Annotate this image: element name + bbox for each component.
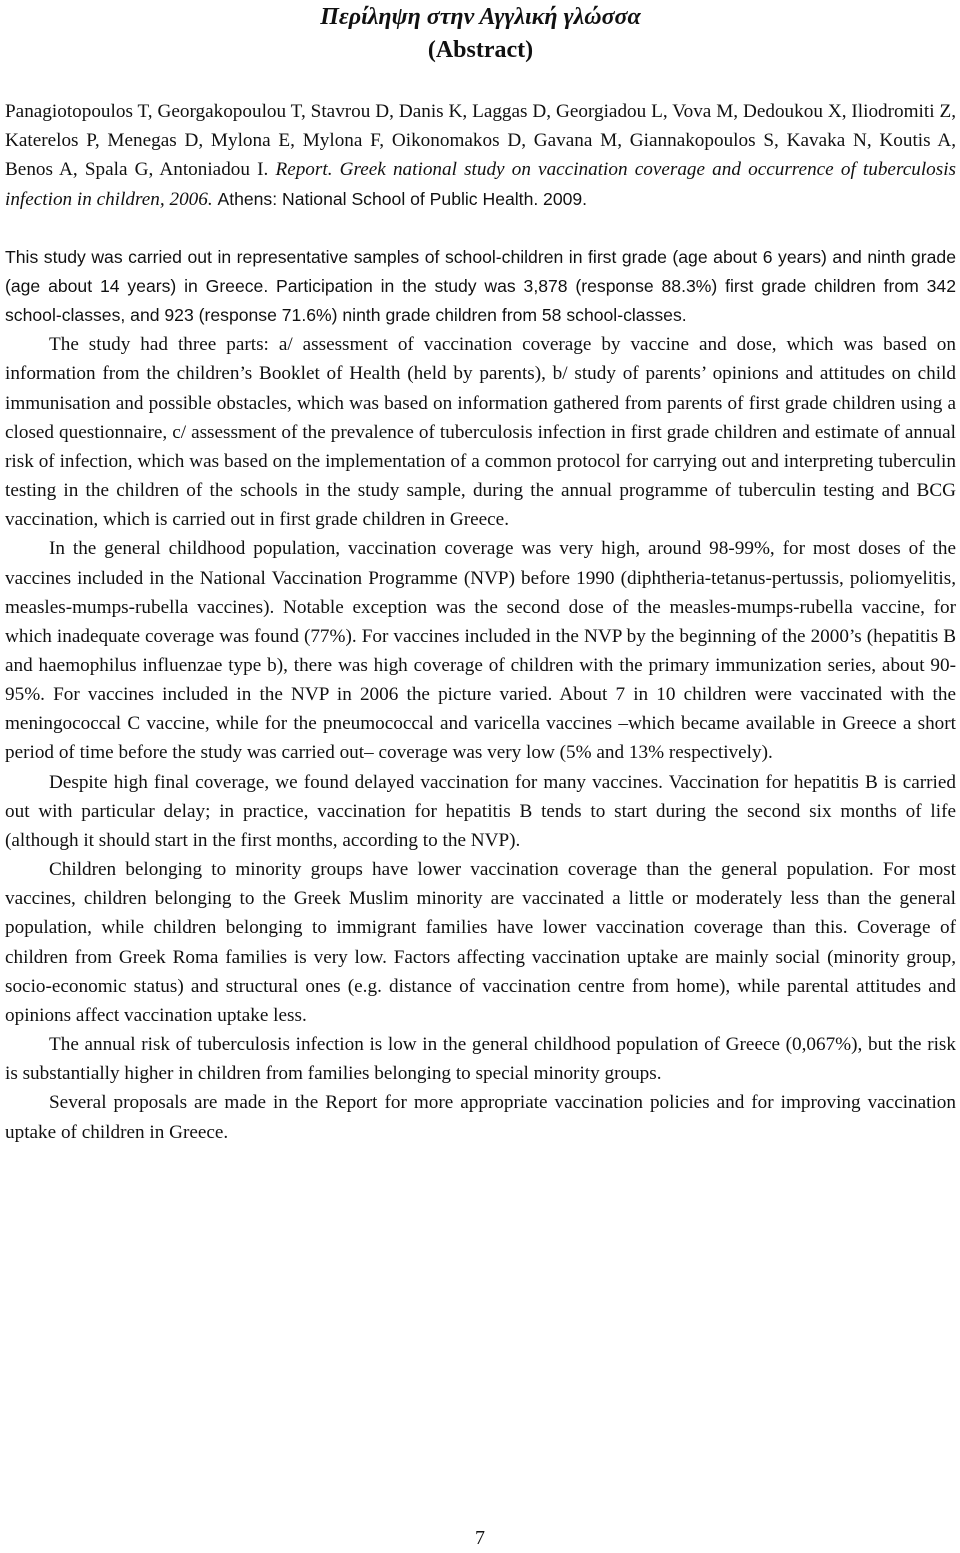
citation-report-title: Greek national study on vaccination coverage and occurrence of tuberculosis infection in children, 2006. (5, 159, 957, 210)
intro-text-part1: This study was carried out in representative samples of school-children in first grade (age about 6 years) and ninth grade (age about 14 years) in Greece. (5, 246, 956, 296)
citation-authors: Panagiotopoulos T, Georgakopoulou T, Stavrou D, Danis K, Laggas D, Georgiadou L, Vova M, Dedoukou X, Iliodromiti Z, Katerelos P, Menegas D, Mylona E, Mylona F, Oikonomakos D, Gavana M, Giannakopoulos S, Kavaka N, Koutis A, Benos A, Spala G, Antoniadou I. (5, 101, 956, 181)
body-paragraph-study-parts: The study had three parts: a/ assessment of vaccination coverage by vaccine and dose, which was based on information from the children’s Booklet of Health (held by parents), b/ study of parents’ opinions and attitudes on child immunisation and possible obstacles, which was based on information gathered from parents of first grade children using a closed questionnaire, c/ assessment of the prevalence of tuberculosis infection in first grade children and estimate of annual risk of infection, which was based on the implementation of a common protocol for carrying out and interpreting tuberculin testing in the children of the schools in the study sample, during the annual programme of tuberculin testing and BCG vaccination, which is carried out in first grade children in Greece. (5, 334, 956, 531)
page-title: Περίληψη στην Αγγλική γλώσσα (320, 4, 641, 30)
citation-publisher: Athens: National School of Public Health. (217, 188, 539, 209)
document-page (5, 0, 956, 1147)
page-number: 7 (475, 1527, 485, 1549)
citation (5, 97, 956, 214)
intro-paragraph (5, 243, 956, 330)
body-paragraph-delayed-vaccination: Despite high final coverage, we found delayed vaccination for many vaccines. Vaccination for hepatitis B is carried out with particular delay; in practice, vaccination for hepatitis B tends to start during the second six months of life (although it should start in the first months, according to the NVP). (5, 771, 956, 851)
citation-year: 2009. (543, 188, 588, 209)
body-paragraph-proposals: Several proposals are made in the Report for more appropriate vaccination policies and for improving vaccination uptake of children in Greece. (5, 1092, 956, 1143)
body-paragraph-coverage: In the general childhood population, vaccination coverage was very high, around 98-99%, for most doses of the vaccines included in the National Vaccination Programme (NVP) before 1990 (diphtheria-tetanus-pertussis, poliomyelitis, measles-mumps-rubella vaccines). Notable exception was the second dose of the measles-mumps-rubella vaccine, for which inadequate coverage was found (77%). For vaccines included in the NVP by the beginning of the 2000’s (hepatitis B and haemophilus influenzae type b), there was high coverage of children with the primary immunization series, about 90-95%. For vaccines included in the NVP in 2006 the picture varied. About 7 in 10 children were vaccinated with the meningococcal C vaccine, while for the pneumococcal and varicella vaccines –which became available in Greece a short period of time before the study was carried out– coverage was very low (5% and 13% respectively). (5, 538, 956, 764)
intro-text-part2: Participation in the study was 3,878 (response 88.3%) first grade children from 342 school-classes, and 923 (response 71.6%) ninth grade children from 58 school-classes. (5, 275, 956, 326)
body-paragraph-tuberculosis-risk: The annual risk of tuberculosis infection is low in the general childhood population of Greece (0,067%), but the risk is substantially higher in children from families belonging to special minority groups. (5, 1034, 956, 1085)
citation-report-label: Report. (275, 159, 333, 181)
page-subtitle: (Abstract) (427, 37, 534, 63)
body-paragraph-minority-groups: Children belonging to minority groups have lower vaccination coverage than the general population. For most vaccines, children belonging to the Greek Muslim minority are vaccinated a little or moderately less than the general population, while children belonging to immigrant families have lower vaccination coverage than this. Coverage of children from Greek Roma families is very low. Factors affecting vaccination uptake are mainly social (minority group, socio-economic status) and structural ones (e.g. distance of vaccination centre from home), while parental attitudes and opinions affect vaccination uptake less. (5, 859, 956, 1026)
